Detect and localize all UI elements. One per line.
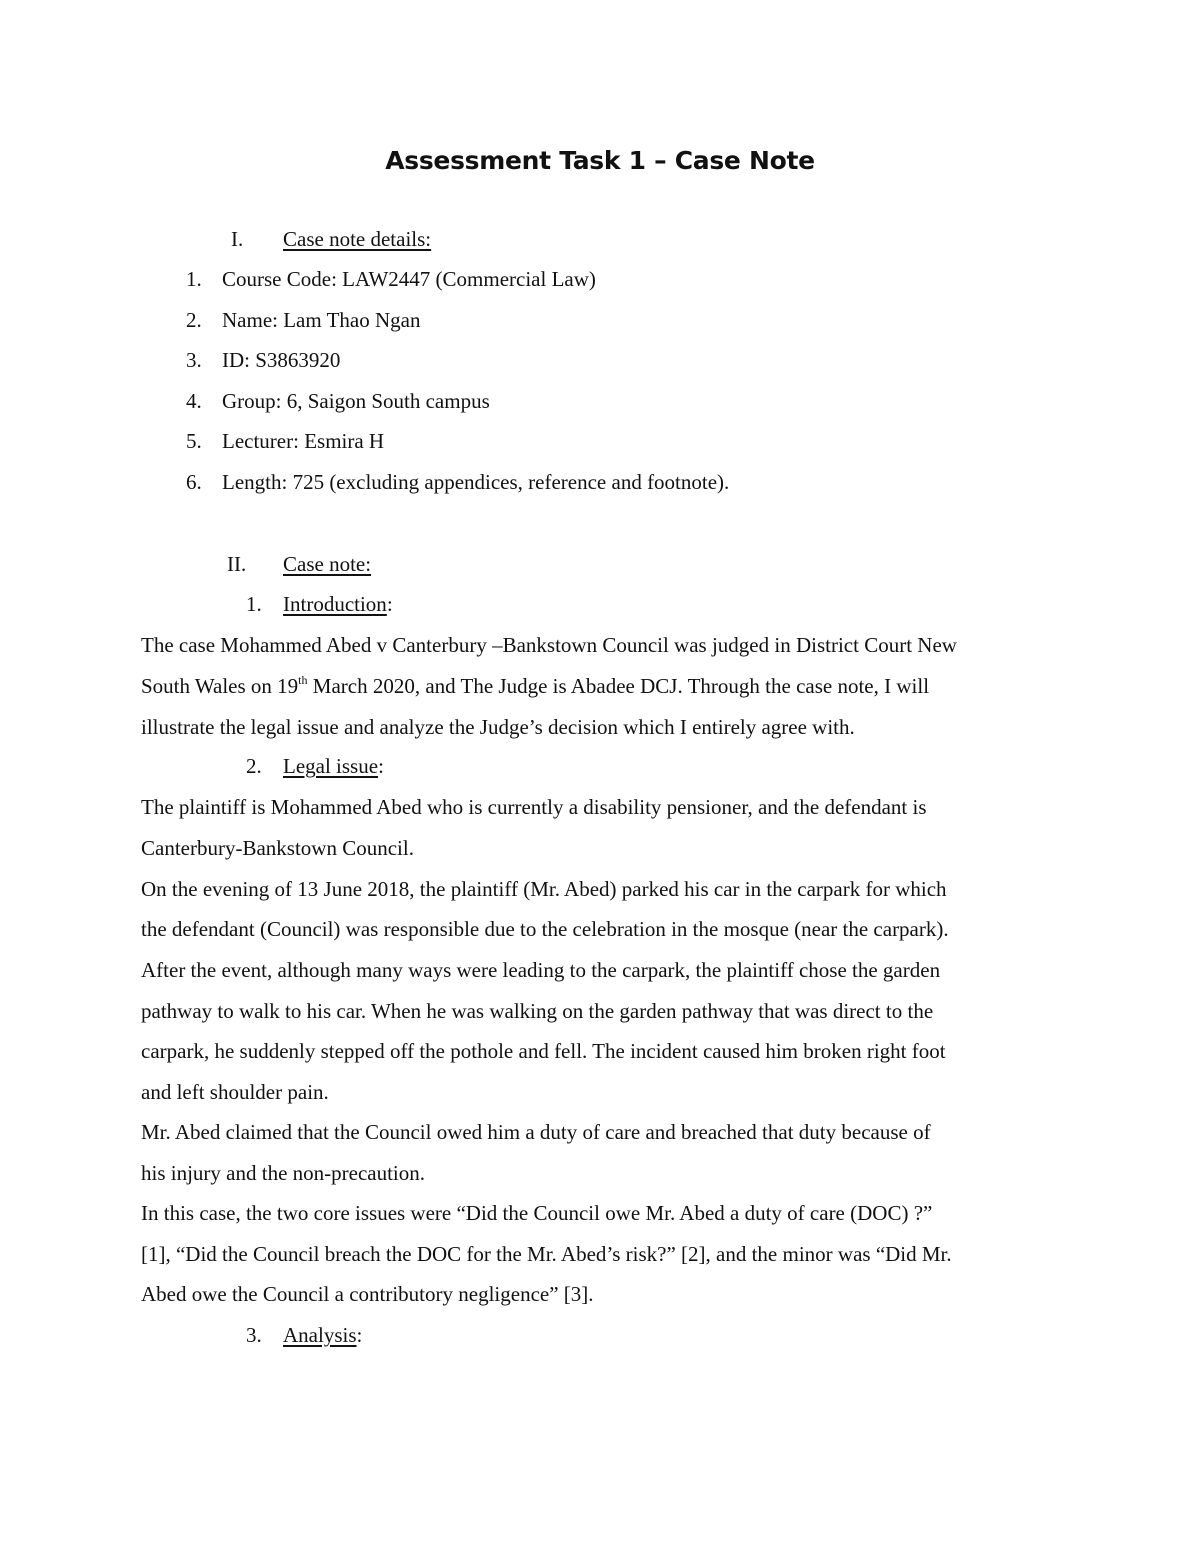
detail-name: Name: Lam Thao Ngan — [222, 308, 421, 332]
detail-id: ID: S3863920 — [222, 348, 341, 372]
legal-issue-heading: Legal issue: — [283, 754, 384, 778]
detail-item-number: 5. — [186, 429, 202, 453]
subsection-number: 1. — [246, 592, 262, 616]
detail-item-number: 2. — [186, 308, 202, 332]
subsection-number: 2. — [246, 754, 262, 778]
introduction-heading: Introduction: — [283, 592, 393, 616]
legal-issue-line: The plaintiff is Mohammed Abed who is currently a disability pensioner, and the defendant is — [141, 795, 927, 819]
legal-issue-line: Mr. Abed claimed that the Council owed him a duty of care and breached that duty because of — [141, 1120, 931, 1144]
legal-issue-line: and left shoulder pain. — [141, 1080, 329, 1104]
subsection-number: 3. — [246, 1323, 262, 1347]
section-2-heading: Case note: — [283, 552, 372, 576]
analysis-heading: Analysis: — [283, 1323, 363, 1347]
legal-issue-line: After the event, although many ways were leading to the carpark, the plaintiff chose the garden — [141, 958, 941, 982]
section-2-numeral: II. — [227, 552, 247, 576]
detail-item-number: 3. — [186, 348, 202, 372]
detail-course-code: Course Code: LAW2447 (Commercial Law) — [222, 267, 596, 291]
legal-issue-line: pathway to walk to his car. When he was walking on the garden pathway that was direct to the — [141, 999, 934, 1023]
detail-length: Length: 725 (excluding appendices, reference and footnote). — [222, 470, 730, 494]
detail-item-number: 6. — [186, 470, 202, 494]
legal-issue-line: In this case, the two core issues were “Did the Council owe Mr. Abed a duty of care (DOC) ?” — [141, 1201, 933, 1225]
detail-item-number: 4. — [186, 389, 202, 413]
legal-issue-line: Canterbury-Bankstown Council. — [141, 836, 414, 860]
document-title: Assessment Task 1 – Case Note — [385, 146, 815, 175]
legal-issue-line: [1], “Did the Council breach the DOC for the Mr. Abed’s risk?” [2], and the minor was “Did Mr. — [141, 1242, 952, 1266]
legal-issue-line: On the evening of 13 June 2018, the plaintiff (Mr. Abed) parked his car in the carpark for which — [141, 877, 947, 901]
intro-line: illustrate the legal issue and analyze the Judge’s decision which I entirely agree with. — [141, 715, 855, 739]
detail-lecturer: Lecturer: Esmira H — [222, 429, 385, 453]
detail-item-number: 1. — [186, 267, 202, 291]
legal-issue-line: the defendant (Council) was responsible due to the celebration in the mosque (near the carpark). — [141, 917, 949, 941]
legal-issue-line: carpark, he suddenly stepped off the pothole and fell. The incident caused him broken right foot — [141, 1039, 946, 1063]
legal-issue-line: Abed owe the Council a contributory negligence” [3]. — [141, 1282, 594, 1306]
detail-group: Group: 6, Saigon South campus — [222, 389, 490, 413]
section-1-heading: Case note details: — [283, 227, 432, 251]
intro-line: South Wales on 19th March 2020, and The Judge is Abadee DCJ. Through the case note, I will — [141, 673, 930, 698]
intro-line: The case Mohammed Abed v Canterbury –Bankstown Council was judged in District Court New — [141, 633, 957, 657]
section-1-numeral: I. — [231, 227, 244, 251]
legal-issue-line: his injury and the non-precaution. — [141, 1161, 426, 1185]
